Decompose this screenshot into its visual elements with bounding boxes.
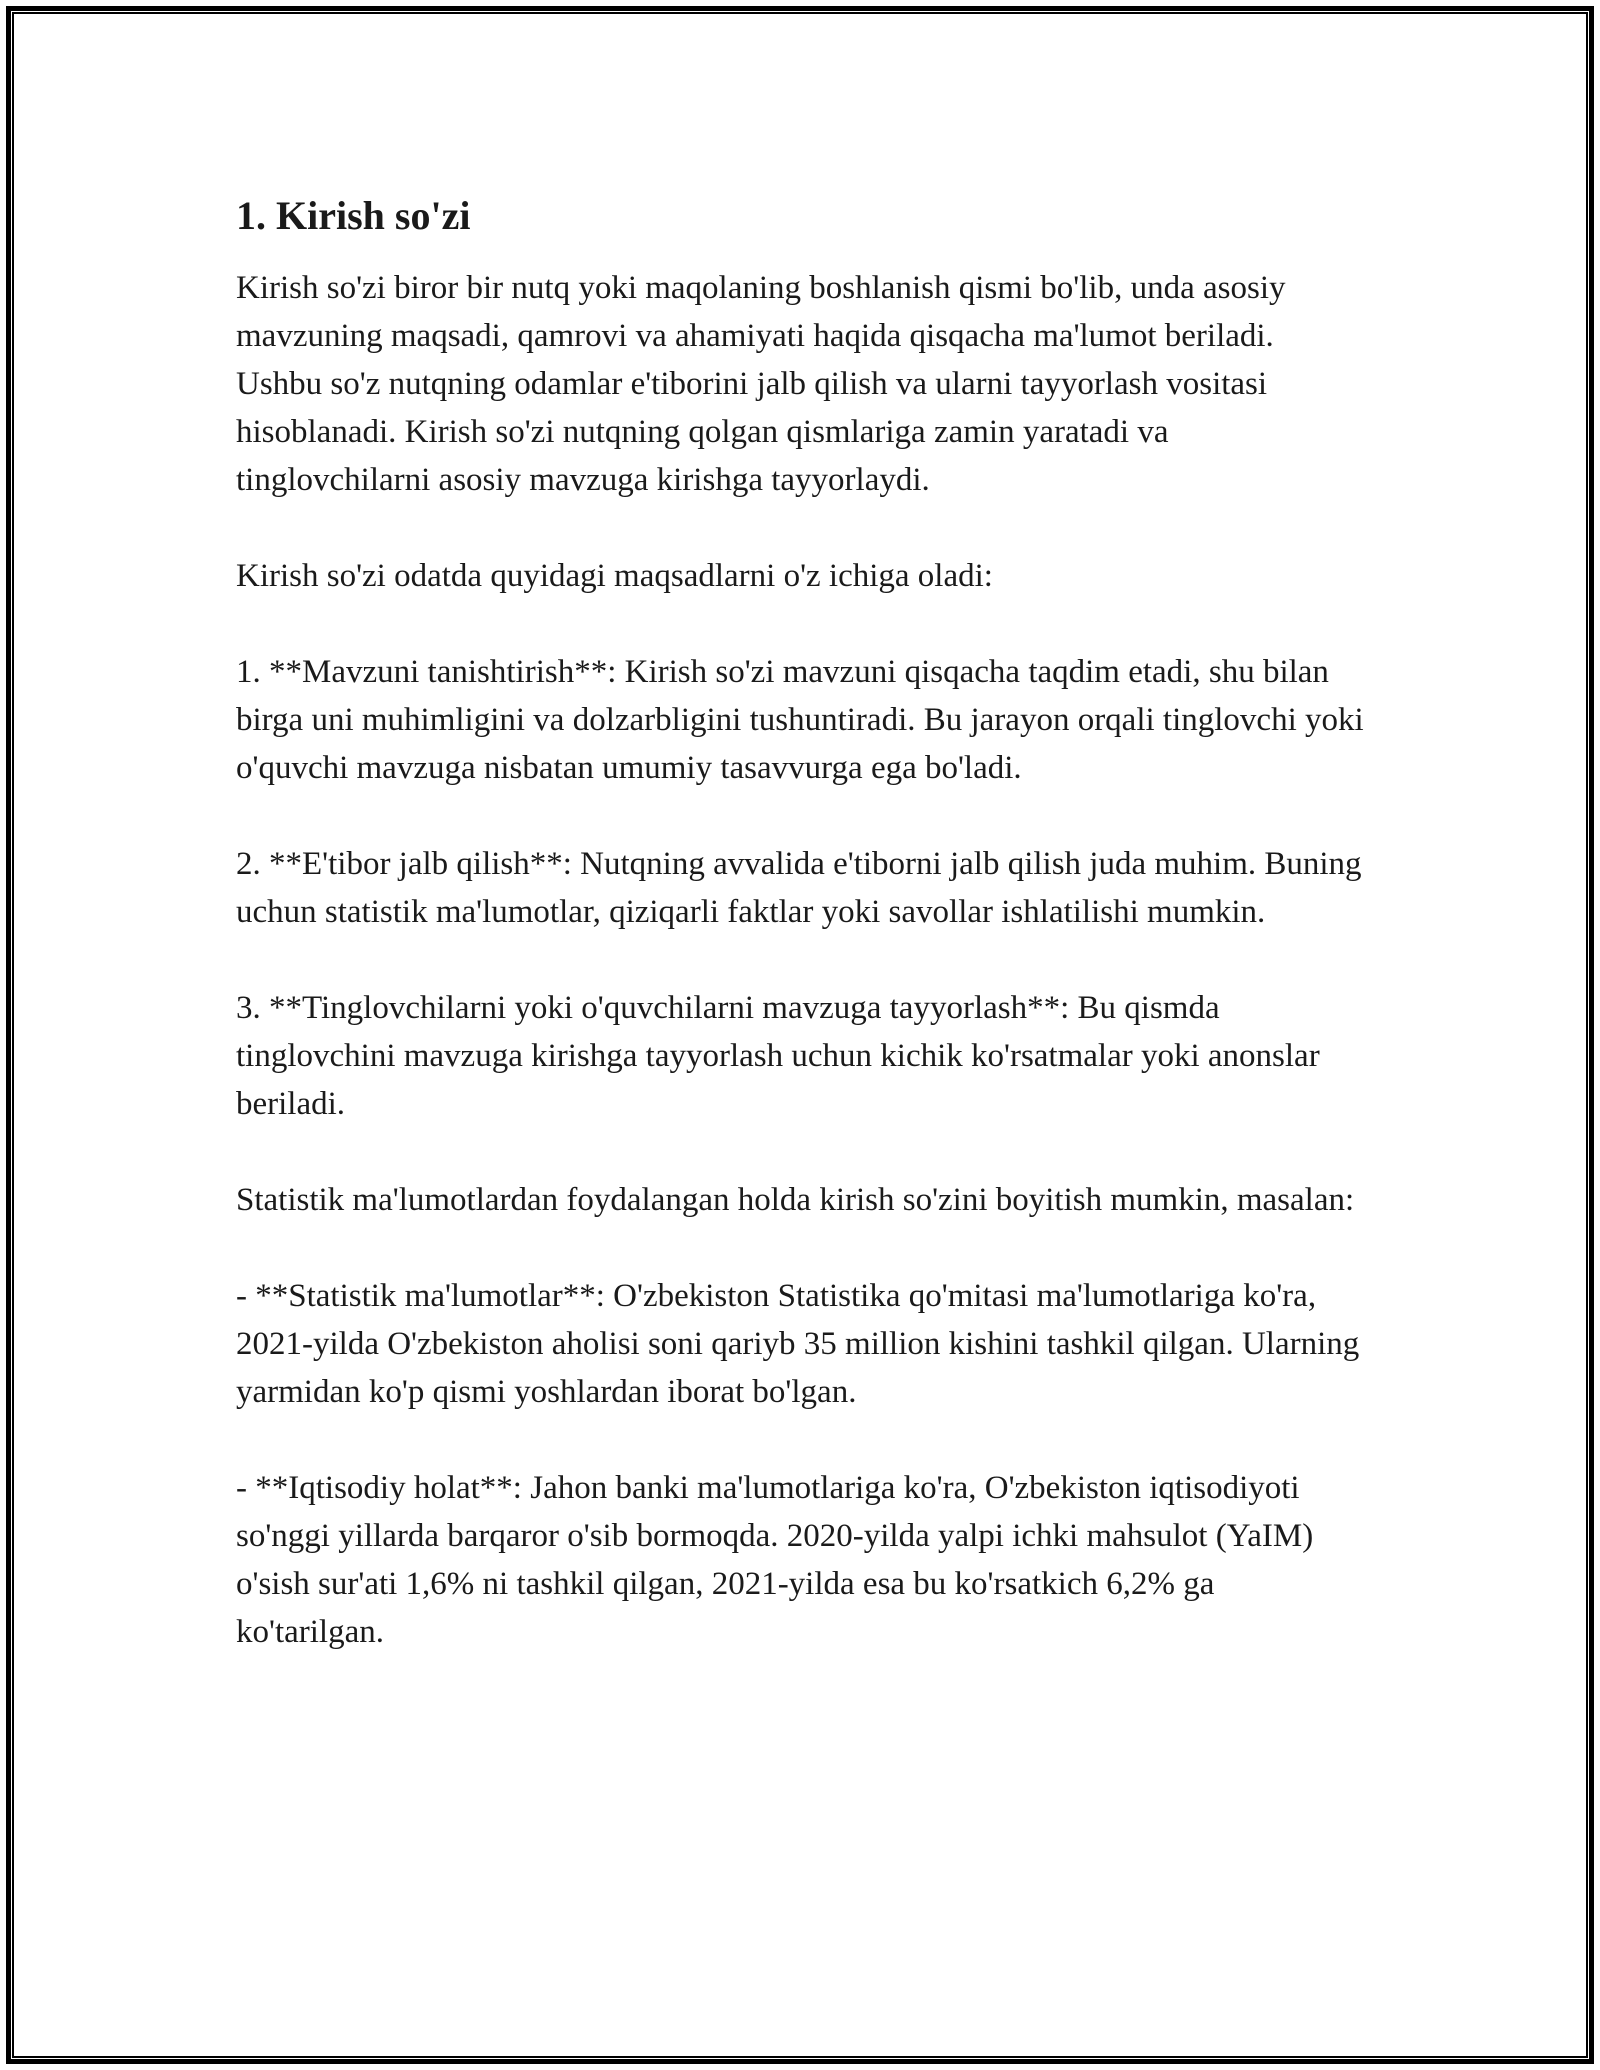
section-title: 1. Kirish so'zi [236, 193, 471, 238]
goals-lead-paragraph: Kirish so'zi odatda quyidagi maqsadlarni o'z ichiga oladi: [236, 558, 993, 594]
statistics-bullet-1: - **Statistik ma'lumotlar**: O'zbekiston Statistika qo'mitasi ma'lumotlariga ko'ra, 2021-yilda O'zbekiston aholisi soni qariyb 35 million kishini tashkil qilgan. Ularning yarmidan ko'p qismi yoshlardan iborat bo'lgan. [236, 1278, 1360, 1410]
statistics-bullet-2: - **Iqtisodiy holat**: Jahon banki ma'lumotlariga ko'ra, O'zbekiston iqtisodiyoti so'nggi yillarda barqaror o'sib bormoqda. 2020-yilda yalpi ichki mahsulot (YaIM) o'sish sur'ati 1,6% ni tashkil qilgan, 2021-yilda esa bu ko'rsatkich 6,2% ga ko'tarilgan. [236, 1470, 1314, 1650]
intro-paragraph: Kirish so'zi biror bir nutq yoki maqolaning boshlanish qismi bo'lib, unda asosiy mavzuning maqsadi, qamrovi va ahamiyati haqida qisqacha ma'lumot beriladi. Ushbu so'z nutqning odamlar e'tiborini jalb qilish va ularni tayyorlash vositasi hisoblanadi. Kirish so'zi nutqning qolgan qismlariga zamin yaratadi va tinglovchilarni asosiy mavzuga kirishga tayyorlaydi. [236, 270, 1286, 498]
statistics-lead-paragraph: Statistik ma'lumotlardan foydalangan holda kirish so'zini boyitish mumkin, masalan: [236, 1182, 1355, 1218]
goal-item-2: 2. **E'tibor jalb qilish**: Nutqning avvalida e'tiborni jalb qilish juda muhim. Buning uchun statistik ma'lumotlar, qiziqarli faktlar yoki savollar ishlatilishi mumkin. [236, 846, 1362, 930]
document-body [236, 180, 1366, 1656]
goal-item-3: 3. **Tinglovchilarni yoki o'quvchilarni mavzuga tayyorlash**: Bu qismda tinglovchini mavzuga kirishga tayyorlash uchun kichik ko'rsatmalar yoki anonslar beriladi. [236, 990, 1320, 1122]
goal-item-1: 1. **Mavzuni tanishtirish**: Kirish so'zi mavzuni qisqacha taqdim etadi, shu bilan birga uni muhimligini va dolzarbligini tushuntiradi. Bu jarayon orqali tinglovchi yoki o'quvchi mavzuga nisbatan umumiy tasavvurga ega bo'ladi. [236, 654, 1364, 786]
